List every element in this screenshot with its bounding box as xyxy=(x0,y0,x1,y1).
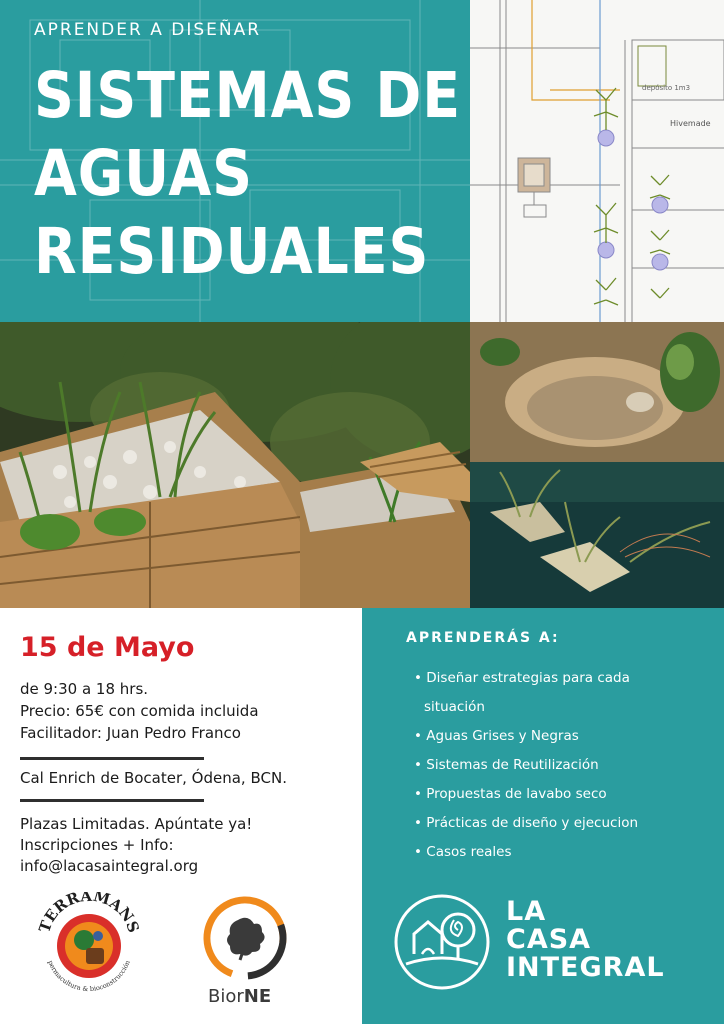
casa-integral-emblem xyxy=(392,892,492,992)
biorne-wordmark xyxy=(208,986,271,1007)
biorne-logo xyxy=(200,896,296,982)
event-date: 15 de Mayo xyxy=(20,632,195,663)
photo-planter-beds xyxy=(0,322,470,608)
casa-brand-line-3: INTEGRAL xyxy=(506,952,665,983)
photo-pond-dig xyxy=(470,322,724,462)
learn-item: • Propuestas de lavabo seco xyxy=(414,786,607,802)
deposit-label: depósito 1m3 xyxy=(642,84,691,92)
terramans-tagline: permacultura & bioconstrucción xyxy=(46,959,132,994)
plan-drawing xyxy=(470,0,724,322)
learn-item: • Sistemas de Reutilización xyxy=(414,757,599,773)
learn-item-text: Aguas Grises y Negras xyxy=(426,728,579,744)
plan-drawing-svg xyxy=(470,0,724,322)
learn-item-text: Sistemas de Reutilización xyxy=(426,757,599,773)
divider xyxy=(20,757,204,760)
title-line-2: AGUAS xyxy=(34,137,253,210)
title-line-3: RESIDUALES xyxy=(34,215,430,288)
terramans-name: TERRAMANS xyxy=(36,892,142,935)
learn-item: • Diseñar estrategias para cada xyxy=(414,670,630,686)
biorne-suffix: NE xyxy=(243,986,272,1007)
learn-item-text: Propuestas de lavabo seco xyxy=(426,786,607,802)
seats-limited: Plazas Limitadas. Apúntate ya! xyxy=(20,815,253,833)
event-schedule: de 9:30 a 18 hrs. xyxy=(20,680,149,698)
learn-item: • Prácticas de diseño y ejecucion xyxy=(414,815,639,831)
learn-item-text: Diseñar estrategias para cada xyxy=(426,670,630,686)
hivemade-label: Hivemade xyxy=(670,119,711,128)
title-line-1: SISTEMAS DE xyxy=(34,59,462,132)
hero-banner xyxy=(0,0,470,322)
contact-email[interactable]: info@lacasaintegral.org xyxy=(20,857,199,875)
learn-item: • Aguas Grises y Negras xyxy=(414,728,579,744)
learn-heading: APRENDERÁS A: xyxy=(406,630,560,646)
photo-floating-wetland xyxy=(470,462,724,608)
terramans-logo xyxy=(36,892,142,998)
subtitle: APRENDER A DISEÑAR xyxy=(34,20,262,40)
casa-brand-line-2: CASA xyxy=(506,924,592,955)
event-price: Precio: 65€ con comida incluida xyxy=(20,702,259,720)
learn-item: • Casos reales xyxy=(414,844,512,860)
signup-label: Inscripciones + Info: xyxy=(20,836,174,854)
casa-brand-line-1: LA xyxy=(506,896,547,927)
event-facilitator: Facilitador: Juan Pedro Franco xyxy=(20,724,241,742)
event-location: Cal Enrich de Bocater, Ódena, BCN. xyxy=(20,769,287,787)
biorne-prefix: Bior xyxy=(208,986,244,1007)
learn-panel xyxy=(362,608,724,1024)
learn-item-continuation: situación xyxy=(424,699,485,715)
learn-item-text: Prácticas de diseño y ejecucion xyxy=(426,815,639,831)
learn-item-text: Casos reales xyxy=(426,844,512,860)
divider xyxy=(20,799,204,802)
